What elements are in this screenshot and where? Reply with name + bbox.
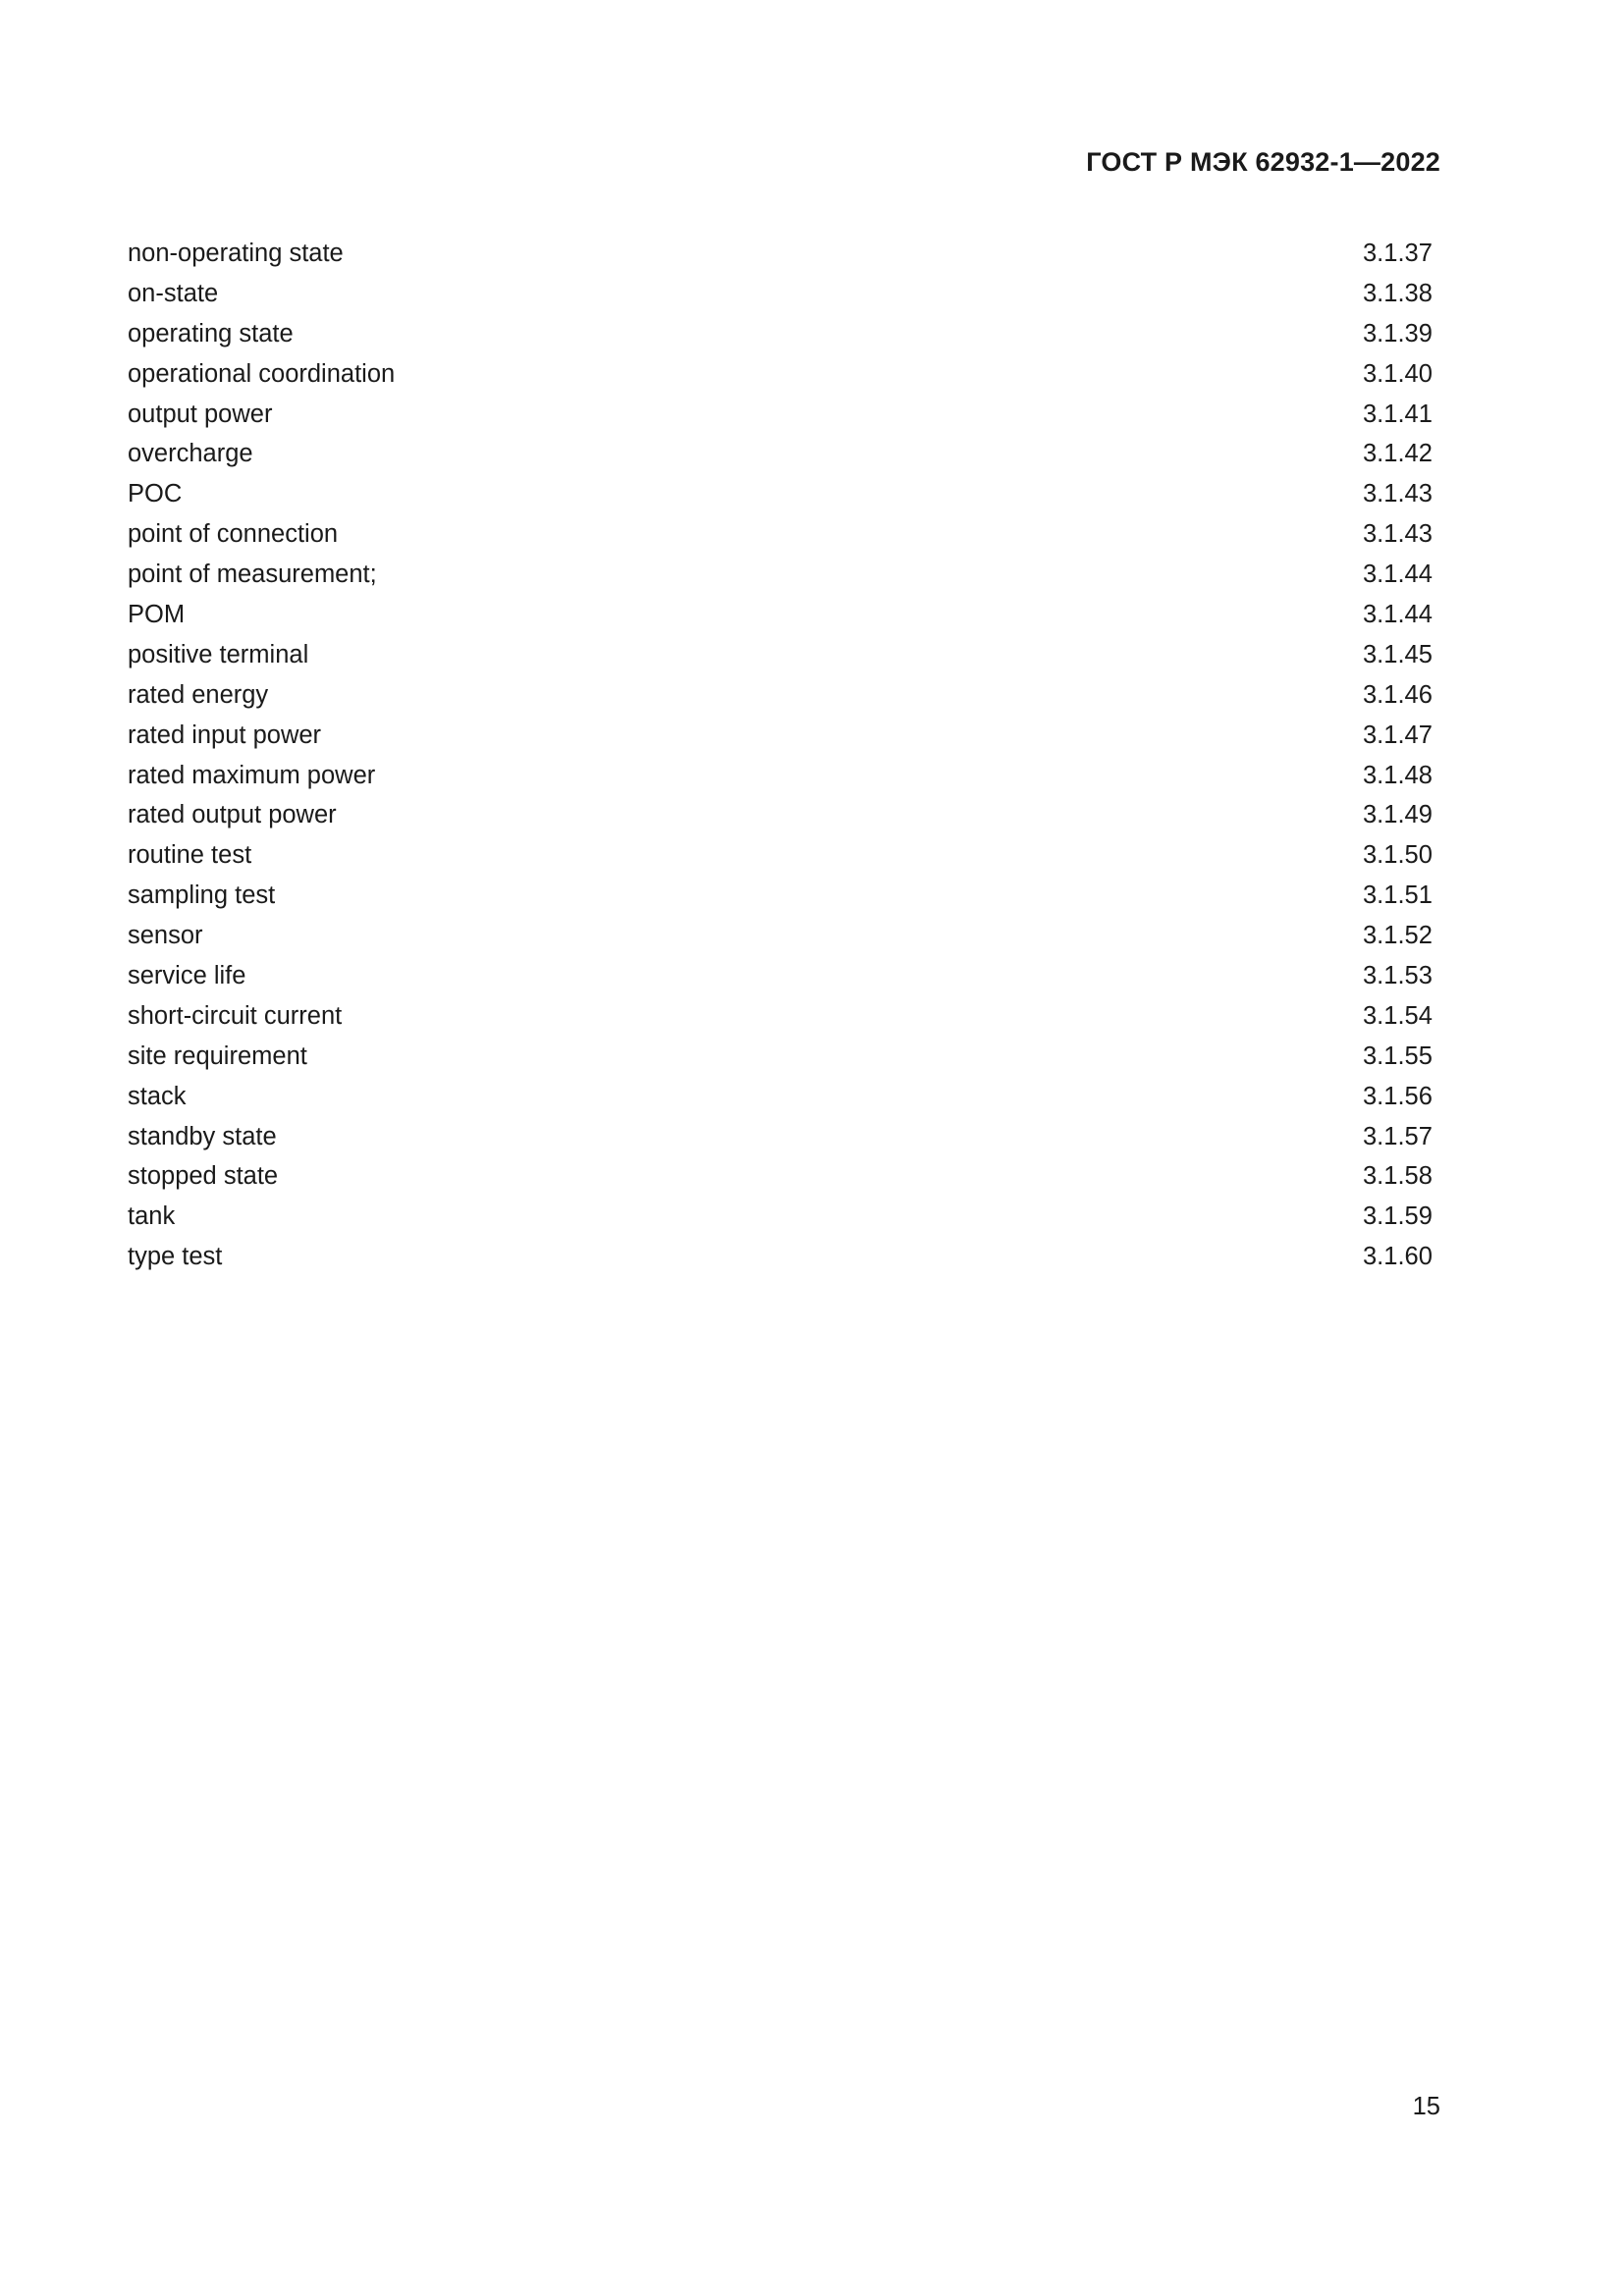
index-term: POM	[128, 601, 186, 629]
page-header-standard-code: ГОСТ Р МЭК 62932-1—2022	[1086, 147, 1440, 177]
index-row	[128, 795, 1434, 835]
index-term: stack	[128, 1082, 187, 1110]
index-ref: 3.1.45	[1363, 640, 1433, 668]
index-row	[128, 1156, 1434, 1197]
index-row	[128, 916, 1434, 956]
index-row	[128, 395, 1434, 435]
index-row	[128, 474, 1434, 514]
index-ref: 3.1.60	[1363, 1243, 1433, 1271]
index-ref: 3.1.44	[1363, 561, 1433, 589]
index-row	[128, 1037, 1434, 1077]
page-number: 15	[1412, 2093, 1440, 2120]
index-row	[128, 595, 1434, 635]
index-term: rated maximum power	[128, 761, 376, 789]
index-term: overcharge	[128, 440, 253, 468]
index-ref: 3.1.48	[1363, 761, 1433, 789]
index-row	[128, 1117, 1434, 1157]
index-ref: 3.1.50	[1363, 841, 1433, 870]
index-term: output power	[128, 400, 273, 428]
index-row	[128, 1077, 1434, 1117]
index-ref: 3.1.53	[1363, 962, 1433, 990]
index-row	[128, 996, 1434, 1037]
index-row	[128, 956, 1434, 996]
index-ref: 3.1.55	[1363, 1041, 1433, 1070]
index-ref: 3.1.52	[1363, 922, 1433, 950]
index-ref: 3.1.42	[1363, 440, 1433, 468]
index-row	[128, 354, 1434, 395]
index-row	[128, 1237, 1434, 1277]
index-term: service life	[128, 962, 246, 990]
index-row	[128, 234, 1434, 274]
index-term: rated energy	[128, 680, 269, 709]
index-ref: 3.1.57	[1363, 1122, 1433, 1150]
index-term: stopped state	[128, 1162, 279, 1191]
index-ref: 3.1.39	[1363, 319, 1433, 347]
index-term: non-operating state	[128, 240, 344, 267]
index-row	[128, 514, 1434, 555]
index-row	[128, 716, 1434, 756]
index-row	[128, 675, 1434, 716]
index-term: positive terminal	[128, 640, 309, 668]
index-row	[128, 1197, 1434, 1237]
index-term: short-circuit current	[128, 1001, 343, 1030]
index-row	[128, 635, 1434, 675]
index-row	[128, 434, 1434, 474]
index-row	[128, 314, 1434, 354]
index-ref: 3.1.59	[1363, 1202, 1433, 1231]
index-ref: 3.1.38	[1363, 279, 1433, 307]
index-term: tank	[128, 1202, 176, 1231]
term-index-list	[128, 234, 1434, 1277]
index-ref: 3.1.47	[1363, 721, 1433, 749]
index-row	[128, 274, 1434, 314]
index-ref: 3.1.54	[1363, 1001, 1433, 1030]
index-ref: 3.1.46	[1363, 680, 1433, 709]
index-row	[128, 555, 1434, 595]
index-term: routine test	[128, 841, 252, 870]
index-term: operational coordination	[128, 359, 396, 388]
index-ref: 3.1.51	[1363, 881, 1433, 910]
index-term: type test	[128, 1243, 223, 1271]
index-term: operating state	[128, 319, 294, 347]
index-term: rated output power	[128, 801, 337, 829]
index-term: site requirement	[128, 1041, 307, 1070]
index-ref: 3.1.56	[1363, 1082, 1433, 1110]
index-ref: 3.1.58	[1363, 1162, 1433, 1191]
index-term: point of measurement;	[128, 561, 377, 589]
index-ref: 3.1.43	[1363, 480, 1433, 508]
index-ref: 3.1.49	[1363, 801, 1433, 829]
index-ref: 3.1.41	[1363, 400, 1433, 428]
index-term: standby state	[128, 1122, 277, 1150]
index-ref: 3.1.37	[1363, 240, 1433, 267]
index-term: point of connection	[128, 520, 339, 549]
index-ref: 3.1.40	[1363, 359, 1433, 388]
index-ref: 3.1.44	[1363, 601, 1433, 629]
index-row	[128, 876, 1434, 916]
index-row	[128, 835, 1434, 876]
index-term: POC	[128, 480, 183, 508]
index-term: rated input power	[128, 721, 322, 749]
index-term: sampling test	[128, 881, 276, 910]
index-term: on-state	[128, 279, 219, 307]
index-term: sensor	[128, 922, 203, 950]
index-row	[128, 756, 1434, 796]
index-ref: 3.1.43	[1363, 520, 1433, 549]
